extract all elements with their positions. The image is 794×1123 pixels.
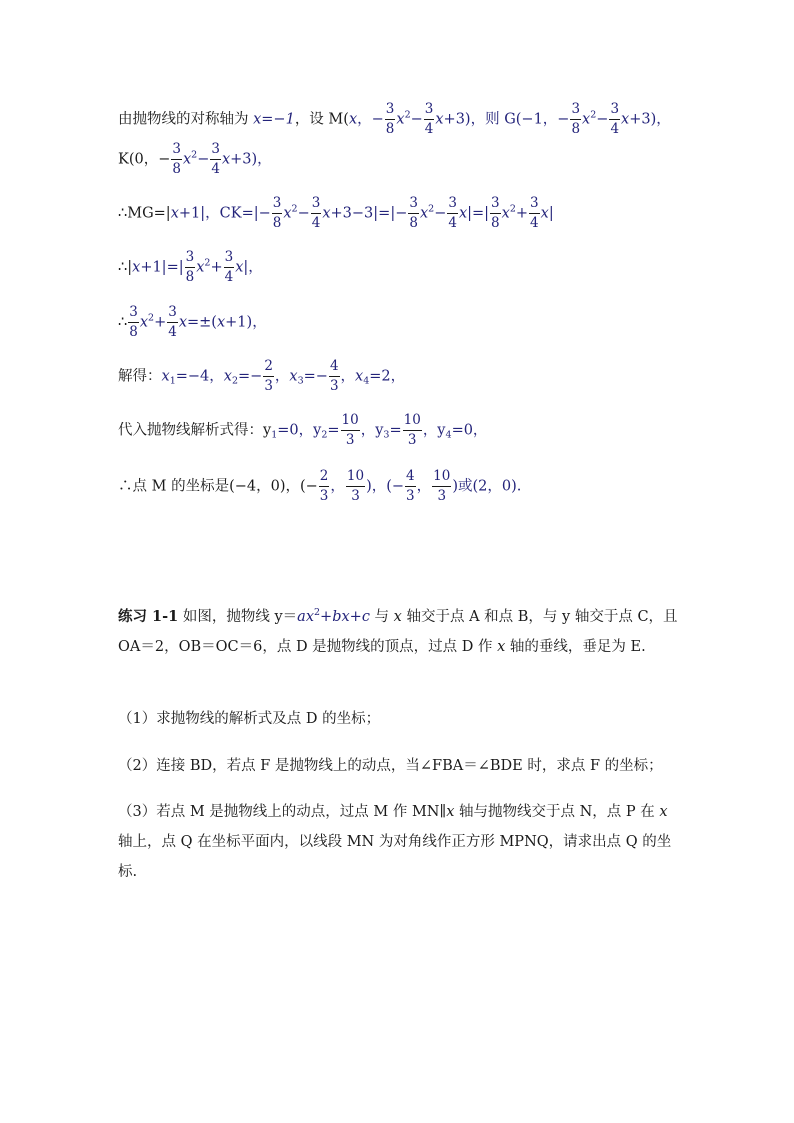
text: = xyxy=(327,422,340,439)
variable: x xyxy=(182,151,192,168)
numerator: 3 xyxy=(609,103,620,120)
denominator: 3 xyxy=(406,487,415,504)
text: 轴的垂线，垂足为 E. xyxy=(505,639,646,655)
operator: + xyxy=(320,609,333,625)
denominator: 3 xyxy=(264,377,273,394)
text: +1|，CK=|− xyxy=(178,205,271,222)
text: =2， xyxy=(369,368,406,385)
numerator: 3 xyxy=(447,197,458,214)
fraction xyxy=(609,103,620,136)
text: +1|=| xyxy=(140,259,184,276)
text: 如图，抛物线 y＝ xyxy=(178,609,298,625)
text: | xyxy=(548,205,554,222)
denominator: 8 xyxy=(129,323,138,340)
text: =±( xyxy=(187,314,217,331)
variable: bx xyxy=(332,609,350,625)
text: ，y xyxy=(360,422,384,439)
solution-line-2 xyxy=(118,143,272,176)
denominator: 8 xyxy=(172,160,181,177)
variable: x xyxy=(659,804,668,820)
variable: x xyxy=(582,111,591,128)
text: 轴交于点 A 和点 B，与 y 轴交于点 C，且 OA＝2，OB＝OC＝6，点 D 是抛物线的顶点，过点 D 作 xyxy=(118,609,678,655)
variable: x xyxy=(435,111,444,128)
variable: x xyxy=(419,205,429,222)
separator: ， xyxy=(416,478,432,495)
subscript: 3 xyxy=(383,429,390,441)
text: ，− xyxy=(357,111,384,128)
separator: ， xyxy=(340,368,356,385)
subscript: 4 xyxy=(445,429,452,441)
subscript: 4 xyxy=(363,375,370,387)
fraction xyxy=(272,197,283,230)
exponent: 2 xyxy=(291,203,298,215)
numerator: 2 xyxy=(263,360,274,377)
text: K(0，− xyxy=(118,151,171,168)
denominator: 4 xyxy=(530,214,539,231)
denominator: 3 xyxy=(329,377,339,394)
denominator: 8 xyxy=(409,214,418,231)
separator: ， xyxy=(274,368,290,385)
numerator: 3 xyxy=(167,306,178,323)
fraction xyxy=(490,197,501,230)
text: = xyxy=(389,422,402,439)
text: =−4， xyxy=(175,368,224,385)
fraction xyxy=(171,143,182,176)
operator: + xyxy=(210,259,223,276)
text: +3)，则 G(−1，− xyxy=(443,111,570,128)
numerator: 3 xyxy=(272,197,283,214)
variable: x xyxy=(497,639,506,655)
question-1 xyxy=(118,704,684,734)
axis-equation: x=−1 xyxy=(253,111,295,128)
fraction xyxy=(128,306,139,339)
text: )，(− xyxy=(366,478,405,495)
text: )或(2，0). xyxy=(452,478,522,495)
denominator: 3 xyxy=(351,487,360,504)
question-1-text: （1）求抛物线的解析式及点 D 的坐标； xyxy=(118,711,381,727)
denominator: 8 xyxy=(272,214,282,231)
numerator: 3 xyxy=(171,143,182,160)
denominator: 8 xyxy=(185,268,195,285)
text: +3−3|=|− xyxy=(330,205,408,222)
fraction xyxy=(529,197,540,230)
denominator: 3 xyxy=(407,431,417,448)
denominator: 4 xyxy=(168,323,177,340)
fraction xyxy=(385,103,396,136)
denominator: 8 xyxy=(491,214,500,231)
subscript: 2 xyxy=(321,429,328,441)
operator: + xyxy=(154,314,167,331)
subscript: 1 xyxy=(271,429,278,441)
variable: x xyxy=(223,368,232,385)
solution-line-7 xyxy=(118,414,487,447)
solution-line-1 xyxy=(118,103,671,136)
variable: x xyxy=(396,111,405,128)
text: ∴MG=| xyxy=(118,205,171,222)
operator: + xyxy=(515,205,529,222)
operator: − xyxy=(434,205,447,222)
exponent: 2 xyxy=(314,607,321,618)
operator: − xyxy=(197,151,210,168)
variable: ax xyxy=(297,609,314,625)
exponent: 2 xyxy=(590,109,597,121)
text: 轴上，点 Q 在坐标平面内，以线段 MN 为对角线作正方形 MPNQ，请求出点 Q 的坐标. xyxy=(118,834,672,880)
numerator: 10 xyxy=(341,414,360,431)
fraction xyxy=(210,143,221,176)
text: =− xyxy=(303,368,328,385)
numerator: 3 xyxy=(385,103,396,120)
variable: x xyxy=(458,205,468,222)
fraction xyxy=(346,470,365,503)
text: ，y xyxy=(422,422,446,439)
text: =− xyxy=(238,368,263,385)
denominator: 4 xyxy=(311,214,321,231)
numerator: 3 xyxy=(128,306,139,323)
denominator: 4 xyxy=(224,268,234,285)
fraction xyxy=(224,251,235,284)
solution-line-6 xyxy=(118,360,405,393)
solution-line-4 xyxy=(118,251,263,284)
text: +3)， xyxy=(629,111,671,128)
text: （3）若点 M 是抛物线上的动点，过点 M 作 MN∥ xyxy=(118,804,447,820)
numerator: 3 xyxy=(311,197,322,214)
exponent: 2 xyxy=(509,203,516,215)
numerator: 10 xyxy=(346,470,365,487)
numerator: 2 xyxy=(319,470,330,487)
fraction xyxy=(185,251,196,284)
variable: x xyxy=(621,111,630,128)
text: =0， xyxy=(451,422,488,439)
fraction xyxy=(424,103,435,136)
denominator: 4 xyxy=(424,120,434,137)
denominator: 8 xyxy=(571,120,581,137)
text: 由抛物线的对称轴为 xyxy=(118,111,254,128)
numerator: 3 xyxy=(210,143,221,160)
fraction xyxy=(329,360,340,393)
variable: x xyxy=(501,205,510,222)
solution-line-5 xyxy=(118,306,267,339)
variable: x xyxy=(540,205,549,222)
text: ∴ xyxy=(118,314,128,331)
variable: x xyxy=(132,259,141,276)
variable: x xyxy=(355,368,364,385)
text: 与 xyxy=(369,609,394,625)
variable: x xyxy=(170,205,179,222)
exponent: 2 xyxy=(404,109,411,121)
exponent: 2 xyxy=(148,312,155,324)
exercise-label: 练习 1-1 xyxy=(118,608,179,625)
text: +3)， xyxy=(230,151,272,168)
operator: − xyxy=(410,111,423,128)
fraction xyxy=(341,414,360,447)
variable: x xyxy=(446,804,455,820)
exponent: 2 xyxy=(204,257,211,269)
exponent: 2 xyxy=(191,149,198,161)
denominator: 4 xyxy=(610,120,620,137)
question-3 xyxy=(118,797,684,887)
numerator: 4 xyxy=(329,360,340,377)
operator: − xyxy=(297,205,310,222)
fraction xyxy=(447,197,458,230)
denominator: 3 xyxy=(437,487,447,504)
text: |， xyxy=(243,259,263,276)
solution-line-3 xyxy=(118,197,554,230)
variable: x xyxy=(216,314,226,331)
numerator: 10 xyxy=(432,470,451,487)
separator: ， xyxy=(330,478,345,495)
subscript: 2 xyxy=(231,375,238,387)
denominator: 3 xyxy=(319,487,329,504)
denominator: 3 xyxy=(345,431,355,448)
fraction xyxy=(263,360,274,393)
subscript: 1 xyxy=(169,375,176,387)
text: ，设 M( xyxy=(294,111,349,128)
text: =0，y xyxy=(277,422,322,439)
fraction xyxy=(408,197,419,230)
fraction xyxy=(167,306,178,339)
question-2 xyxy=(118,751,684,781)
numerator: 3 xyxy=(424,103,435,120)
fraction xyxy=(570,103,581,136)
text: 解得： xyxy=(118,368,162,385)
fraction xyxy=(319,470,330,503)
variable: x xyxy=(235,259,244,276)
text: 轴与抛物线交于点 N，点 P 在 xyxy=(454,804,660,820)
variable: x xyxy=(139,314,149,331)
exponent: 2 xyxy=(428,203,435,215)
operator: − xyxy=(596,111,609,128)
text: ∴| xyxy=(118,259,133,276)
numerator: 3 xyxy=(529,197,540,214)
subscript: 3 xyxy=(297,375,304,387)
variable: x xyxy=(289,368,298,385)
numerator: 3 xyxy=(490,197,501,214)
text: 代入抛物线解析式得：y xyxy=(118,422,272,439)
fraction xyxy=(432,470,451,503)
numerator: 4 xyxy=(405,470,416,487)
text: ∴点 M 的坐标是(−4，0)，(− xyxy=(118,478,318,495)
operator: + xyxy=(349,609,362,625)
exercise-statement xyxy=(118,598,684,662)
numerator: 3 xyxy=(224,251,235,268)
numerator: 3 xyxy=(570,103,581,120)
numerator: 3 xyxy=(185,251,196,268)
variable: c xyxy=(361,609,370,625)
variable: x xyxy=(283,205,292,222)
variable: x xyxy=(161,368,170,385)
solution-line-8 xyxy=(118,470,521,503)
numerator: 10 xyxy=(403,414,422,431)
denominator: 4 xyxy=(448,214,457,231)
variable: x xyxy=(393,609,402,625)
denominator: 8 xyxy=(385,120,395,137)
variable: x xyxy=(348,111,358,128)
variable: x xyxy=(221,151,231,168)
fraction xyxy=(311,197,322,230)
fraction xyxy=(405,470,416,503)
text: +1)， xyxy=(225,314,267,331)
denominator: 4 xyxy=(211,160,220,177)
question-2-text: （2）连接 BD，若点 F 是抛物线上的动点，当∠FBA＝∠BDE 时，求点 F 的坐标； xyxy=(118,758,663,774)
variable: x xyxy=(196,259,205,276)
variable: x xyxy=(178,314,187,331)
fraction xyxy=(403,414,422,447)
numerator: 3 xyxy=(408,197,419,214)
text: |=| xyxy=(467,205,490,222)
variable: x xyxy=(322,205,331,222)
